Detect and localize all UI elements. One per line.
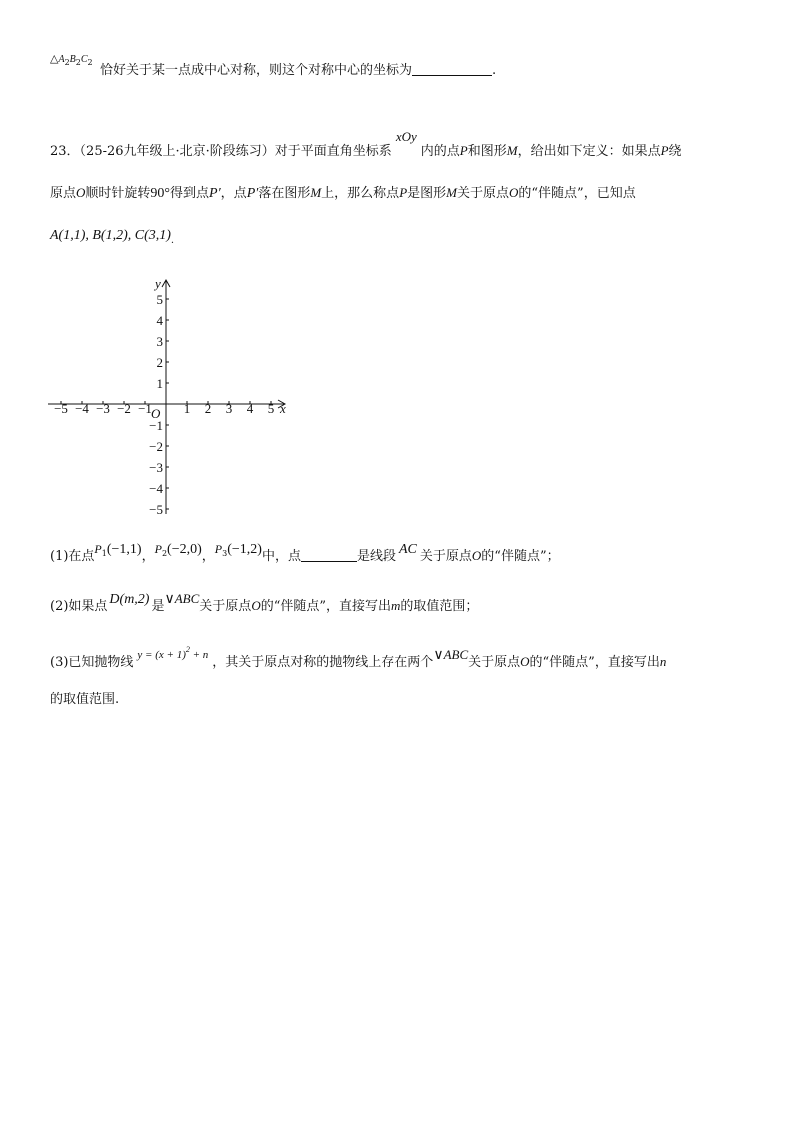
top-sentence: 恰好关于某一点成中心对称，则这个对称中心的坐标为 . xyxy=(100,63,497,78)
x-tick-label: 2 xyxy=(204,401,212,416)
x-tick-label: −2 xyxy=(117,401,131,416)
question-3: (3)已知抛物线 $y = (x + 1)^2 + n$ ，其关于原点对称的抛物线上存在两个∨ABC关于原点O的“伴随点”，直接写出n xyxy=(50,649,666,672)
problem-line-2: 原点O顺时针旋转90°得到点P′，点P′落在图形M上，那么称点P是图形M关于原点O的“伴随点”，已知点 xyxy=(50,185,636,201)
y-tick-label: 3 xyxy=(156,334,163,349)
point-p3: $P_3(-1,2)$ xyxy=(214,542,262,558)
y-tick-label: −5 xyxy=(149,502,163,517)
x-tick-label: −5 xyxy=(54,401,68,416)
coordinate-plane xyxy=(40,270,300,520)
y-tick-label: −2 xyxy=(149,439,163,454)
rotation-angle: 90° xyxy=(150,186,171,201)
point-p2: $P_2(-2,0)$ xyxy=(154,542,202,558)
y-tick-label: 2 xyxy=(156,355,163,370)
y-axis-label: y xyxy=(155,276,161,291)
y-tick-label: 5 xyxy=(156,292,163,307)
parabola-equation: $y = (x + 1)^2 + n$ xyxy=(137,645,209,661)
x-tick-label: 3 xyxy=(225,401,233,416)
question-3-line-2: 的取值范围. xyxy=(50,692,120,707)
problem-number: 23． xyxy=(50,144,80,159)
x-tick-label: 1 xyxy=(183,401,191,416)
triangle-a2b2c2: $\triangle A_2B_2C_2$ xyxy=(50,52,93,67)
x-tick-label: 5 xyxy=(267,401,275,416)
point-d: D(m,2) xyxy=(109,592,150,607)
triangle-abc-2: ∨ABC xyxy=(433,647,469,663)
question-1: (1)在点$P_1(-1,1)$，$P_2(-2,0)$，$P_3(-1,2)$中，点 是线段 AC 关于原点O的“伴随点”； xyxy=(50,542,560,564)
point-p1: $P_1(-1,1)$ xyxy=(94,542,142,558)
answer-blank[interactable] xyxy=(412,75,492,76)
origin-label: O xyxy=(151,406,161,421)
x-tick-label: 4 xyxy=(246,401,254,416)
y-tick-label: 4 xyxy=(156,313,163,328)
known-points: A(1,1), B(1,2), $C(3,1)_.$ xyxy=(50,228,175,246)
coordinate-system: xOy xyxy=(395,129,417,144)
x-tick-label: −1 xyxy=(138,401,152,416)
y-tick-label: 1 xyxy=(156,376,163,391)
question-2: (2)如果点 D(m,2) 是∨ABC关于原点O的“伴随点”，直接写出m的取值范围； xyxy=(50,591,479,614)
triangle-symbol: △ xyxy=(50,52,59,65)
x-axis-label: x xyxy=(280,401,286,416)
x-tick-label: −3 xyxy=(96,401,110,416)
problem-source: （25-26九年级上·北京·阶段练习） xyxy=(79,144,275,159)
problem-line-1: 23．（25-26九年级上·北京·阶段练习）对于平面直角坐标系xOy内的点P和图形M，给出如下定义：如果点P绕 xyxy=(50,129,682,159)
y-tick-label: −3 xyxy=(149,460,163,475)
y-tick-label: −4 xyxy=(149,481,163,496)
q1-answer-blank[interactable] xyxy=(301,561,357,562)
triangle-abc: ∨ABC xyxy=(164,591,200,607)
y-tick-label: −1 xyxy=(149,418,163,433)
x-tick-label: −4 xyxy=(75,401,89,416)
segment-ac: AC xyxy=(399,542,417,557)
